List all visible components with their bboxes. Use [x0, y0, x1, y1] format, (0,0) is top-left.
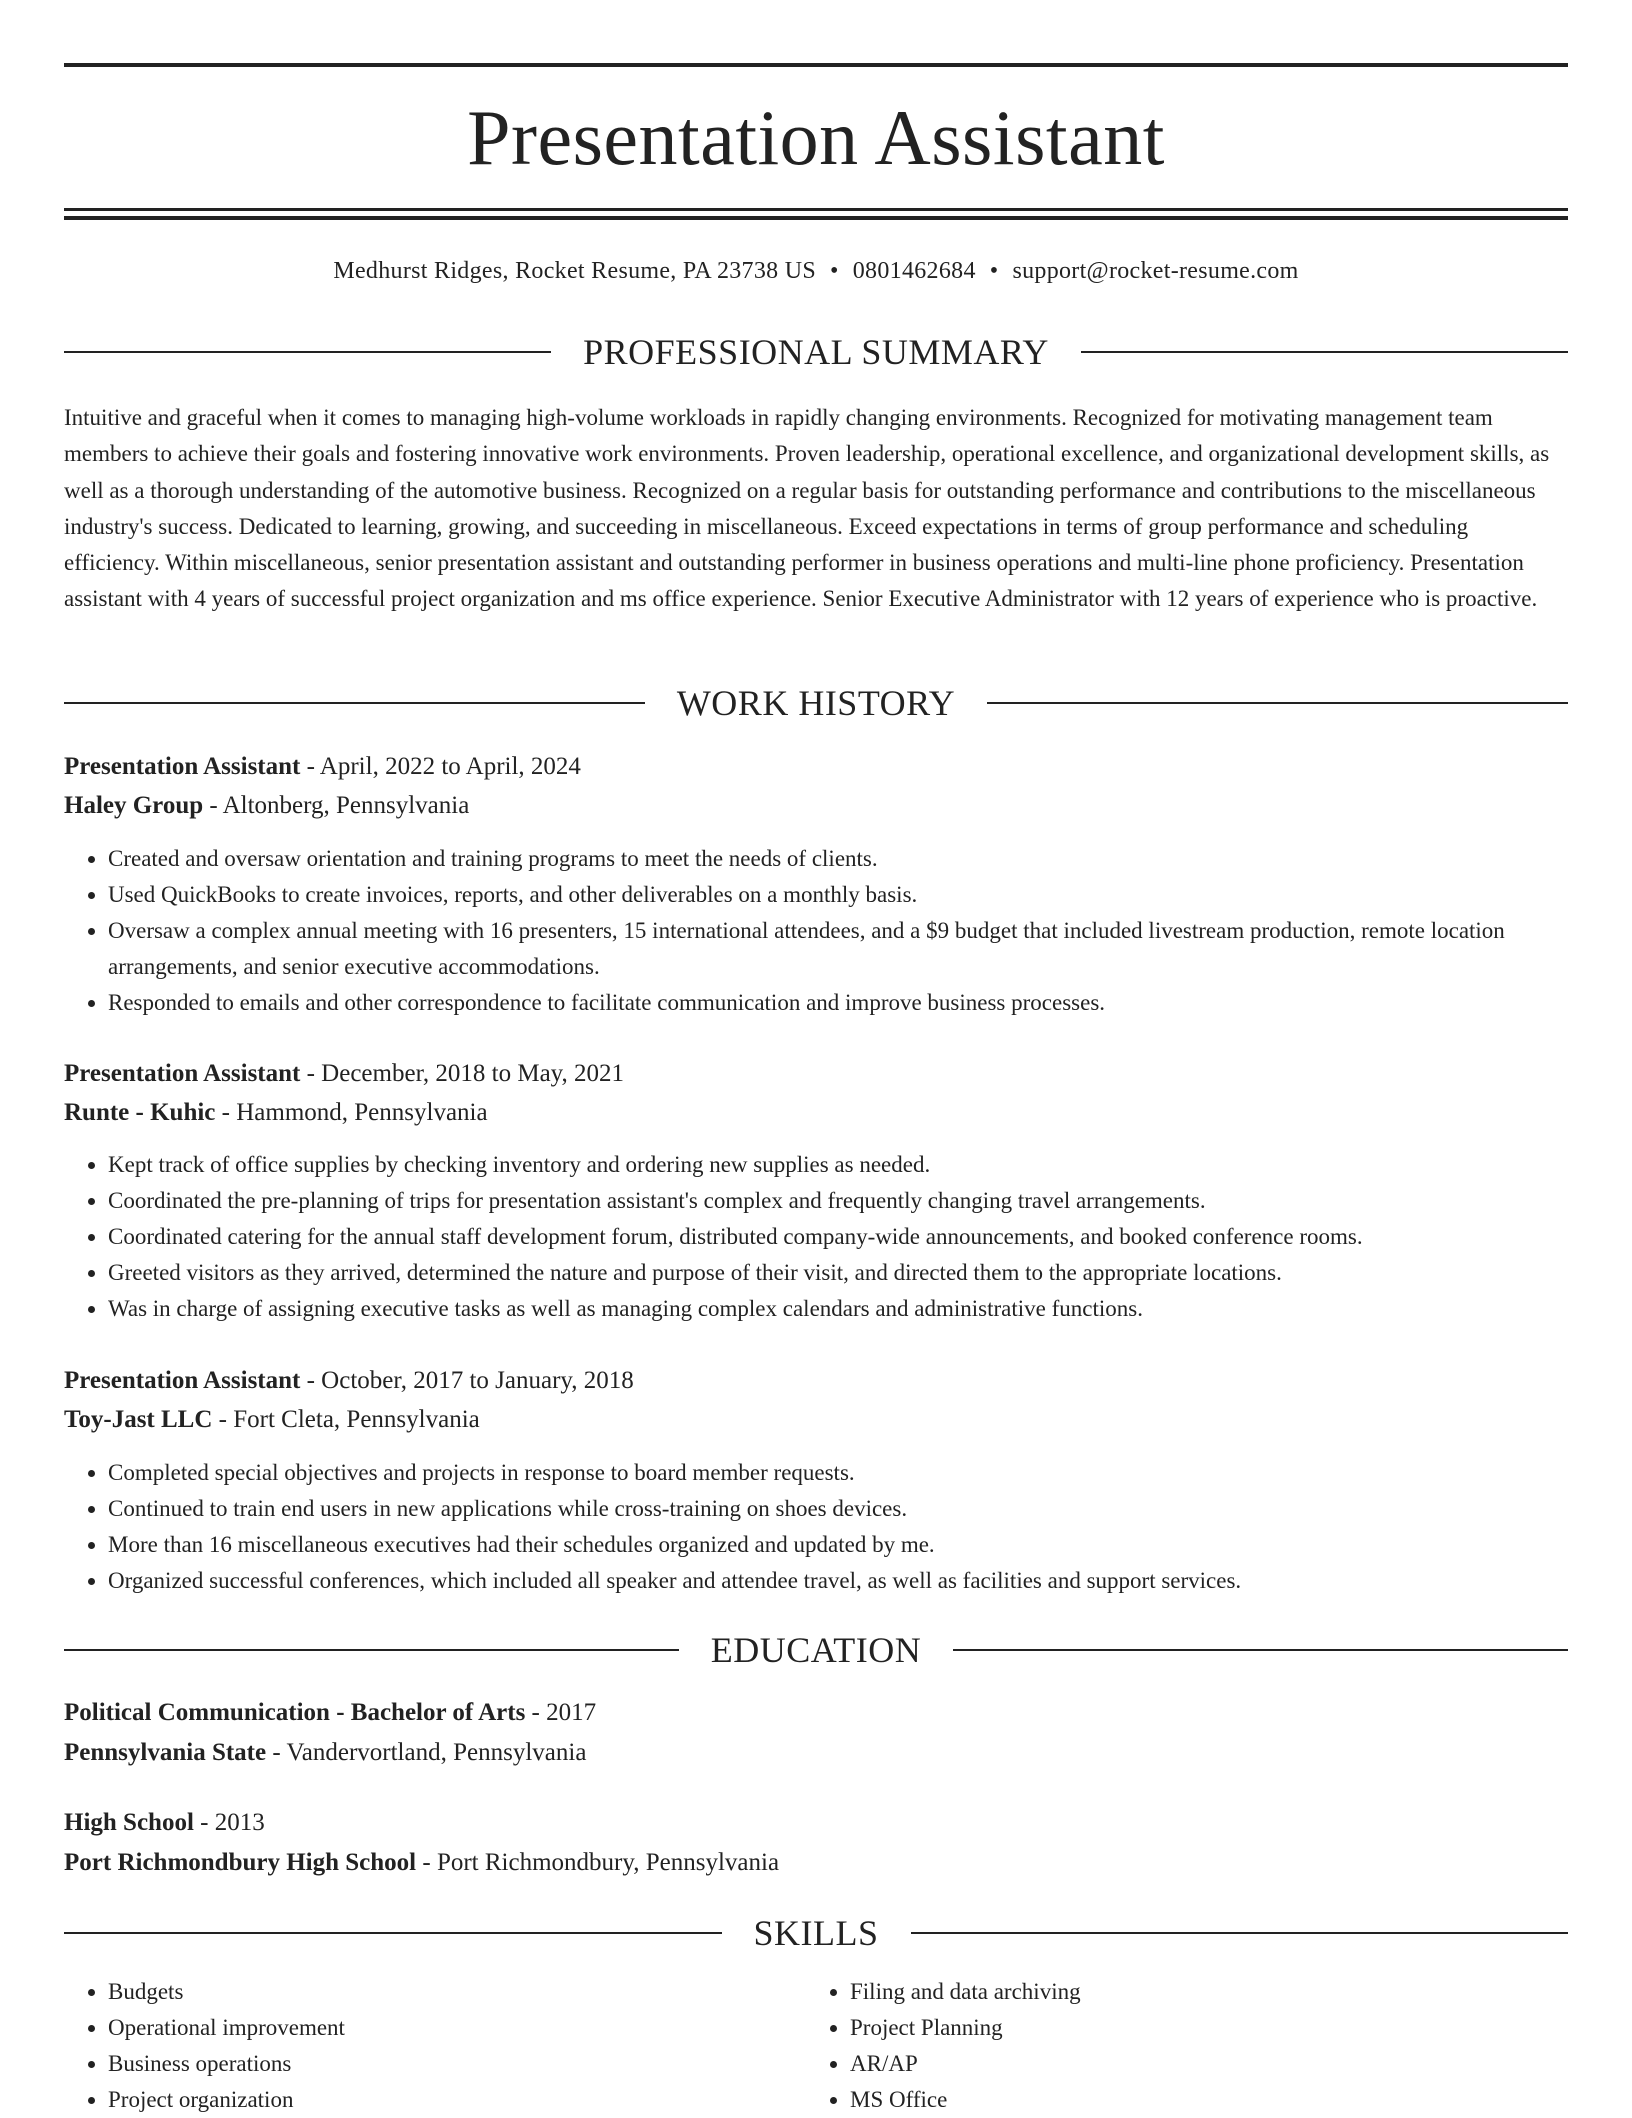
section-rule-left — [64, 351, 551, 353]
job-company-line — [64, 1095, 1568, 1131]
list-item: • Kept track of office supplies by checking inventory and ordering new supplies as needed. — [108, 1147, 1568, 1183]
education-degree: High School — [64, 1809, 194, 1836]
section-rule-left — [64, 1649, 679, 1651]
education-degree: Political Communication - Bachelor of Arts — [64, 1699, 526, 1726]
list-item: • Continued to train end users in new applications while cross-training on shoes devices. — [108, 1491, 1568, 1527]
education-school: Port Richmondbury High School — [64, 1849, 417, 1876]
resume-name: Presentation Assistant — [467, 94, 1165, 181]
job-title: Presentation Assistant — [64, 1060, 301, 1087]
section-rule-left — [64, 1932, 722, 1934]
list-item: • Completed special objectives and projects in response to board member requests. — [108, 1455, 1568, 1491]
list-item: • Organized successful conferences, which included all speaker and attendee travel, as well as facilities and support services. — [108, 1563, 1568, 1599]
job-location: - Fort Cleta, Pennsylvania — [212, 1406, 480, 1433]
job-title-line — [64, 1056, 1568, 1092]
section-rule-right — [911, 1932, 1569, 1934]
section-header-work — [64, 681, 1568, 725]
header-divider-rule-thick — [64, 216, 1568, 220]
job-location: - Altonberg, Pennsylvania — [203, 792, 470, 819]
contact-separator: • — [830, 258, 839, 284]
education-school-line — [64, 1845, 1568, 1881]
job-dates: - October, 2017 to January, 2018 — [300, 1367, 634, 1394]
education-year: - 2017 — [525, 1699, 597, 1726]
list-item: • Greeted visitors as they arrived, determined the nature and purpose of their visit, and directed them to the appropriate locations. — [108, 1255, 1568, 1291]
job-company-line — [64, 1402, 1568, 1438]
contact-separator: • — [989, 258, 999, 284]
skills-list-right — [806, 1974, 1506, 2118]
education-degree-line — [64, 1695, 1568, 1731]
education-location: - Port Richmondbury, Pennsylvania — [416, 1849, 780, 1876]
job-location: - Hammond, Pennsylvania — [215, 1099, 488, 1126]
skill-item: • AR/AP — [850, 2046, 1506, 2082]
header-divider-rule — [64, 208, 1568, 211]
education-location: - Vandervortland, Pennsylvania — [266, 1739, 587, 1766]
job-bullets — [64, 841, 1568, 1021]
section-header-summary — [64, 330, 1568, 374]
section-title-skills: SKILLS — [753, 1913, 879, 1953]
list-item: • Coordinated catering for the annual staff development forum, distributed company-wide announcements, and booked conference rooms. — [108, 1219, 1568, 1255]
skill-item: • Budgets — [108, 1974, 764, 2010]
job-dates: - December, 2018 to May, 2021 — [300, 1060, 625, 1087]
job-company-line — [64, 788, 1568, 824]
job-title: Presentation Assistant — [64, 753, 301, 780]
skill-item: • Project organization — [108, 2082, 764, 2118]
skill-item: • Business operations — [108, 2046, 764, 2082]
list-item: • Responded to emails and other correspondence to facilitate communication and improve business processes. — [108, 985, 1568, 1021]
skill-item: • Project Planning — [850, 2010, 1506, 2046]
job-dates: - April, 2022 to April, 2024 — [300, 753, 581, 780]
skill-item: • Filing and data archiving — [850, 1974, 1506, 2010]
section-rule-right — [953, 1649, 1568, 1651]
list-item: • Used QuickBooks to create invoices, reports, and other deliverables on a monthly basis. — [108, 877, 1568, 913]
education-school: Pennsylvania State — [64, 1739, 267, 1766]
skill-item: • Operational improvement — [108, 2010, 764, 2046]
job-title-line — [64, 1363, 1568, 1399]
job-bullets — [64, 1455, 1568, 1599]
job-title-line — [64, 749, 1568, 785]
skill-item: • MS Office — [850, 2082, 1506, 2118]
list-item: • Coordinated the pre-planning of trips for presentation assistant's complex and frequently changing travel arrangements. — [108, 1183, 1568, 1219]
contact-email: support@rocket-resume.com — [1012, 258, 1299, 284]
skills-list-left — [64, 1974, 764, 2118]
education-year: - 2013 — [193, 1809, 265, 1836]
list-item: • Was in charge of assigning executive tasks as well as managing complex calendars and administrative functions. — [108, 1291, 1568, 1327]
education-degree-line — [64, 1805, 1568, 1841]
job-company: Runte - Kuhic — [64, 1099, 216, 1126]
section-title-summary: PROFESSIONAL SUMMARY — [583, 332, 1049, 372]
section-rule-right — [987, 702, 1568, 704]
education-school-line — [64, 1735, 1568, 1771]
job-bullets — [64, 1147, 1568, 1327]
list-item: • More than 16 miscellaneous executives had their schedules organized and updated by me. — [108, 1527, 1568, 1563]
contact-address: Medhurst Ridges, Rocket Resume, PA 23738 US — [333, 258, 817, 284]
section-header-education — [64, 1628, 1568, 1672]
list-item: • Oversaw a complex annual meeting with 16 presenters, 15 international attendees, and a $9 budget that included livestream production, remote location arrangements, and senior executive accommodations. — [108, 913, 1568, 985]
contact-phone: 0801462684 — [852, 258, 976, 284]
job-company: Haley Group — [64, 792, 204, 819]
summary-text: Intuitive and graceful when it comes to managing high-volume workloads in rapidly changing environments. Recognized for motivating management team members to achieve their goals and fostering innovative work environments. Proven leadership, operational excellence, and organizational development skills, as well as a thorough understanding of the automotive business. Recognized on a regular basis for outstanding performance and contributions to the miscellaneous industry's success. Dedicated to learning, growing, and succeeding in miscellaneous. Exceed expectations in terms of group performance and scheduling efficiency. Within miscellaneous, senior presentation assistant and outstanding performer in business operations and multi-line phone proficiency. Presentation assistant with 4 years of successful project organization and ms office experience. Senior Executive Administrator with 12 years of experience who is proactive. — [64, 405, 1550, 612]
job-company: Toy-Jast LLC — [64, 1406, 213, 1433]
section-header-skills — [64, 1911, 1568, 1955]
job-title: Presentation Assistant — [64, 1367, 301, 1394]
contact-line — [64, 254, 1568, 288]
header-top-rule — [64, 63, 1568, 67]
section-title-work: WORK HISTORY — [676, 683, 956, 723]
list-item: • Created and oversaw orientation and training programs to meet the needs of clients. — [108, 841, 1568, 877]
section-rule-left — [64, 702, 645, 704]
section-rule-right — [1081, 351, 1568, 353]
section-title-education: EDUCATION — [710, 1630, 922, 1670]
